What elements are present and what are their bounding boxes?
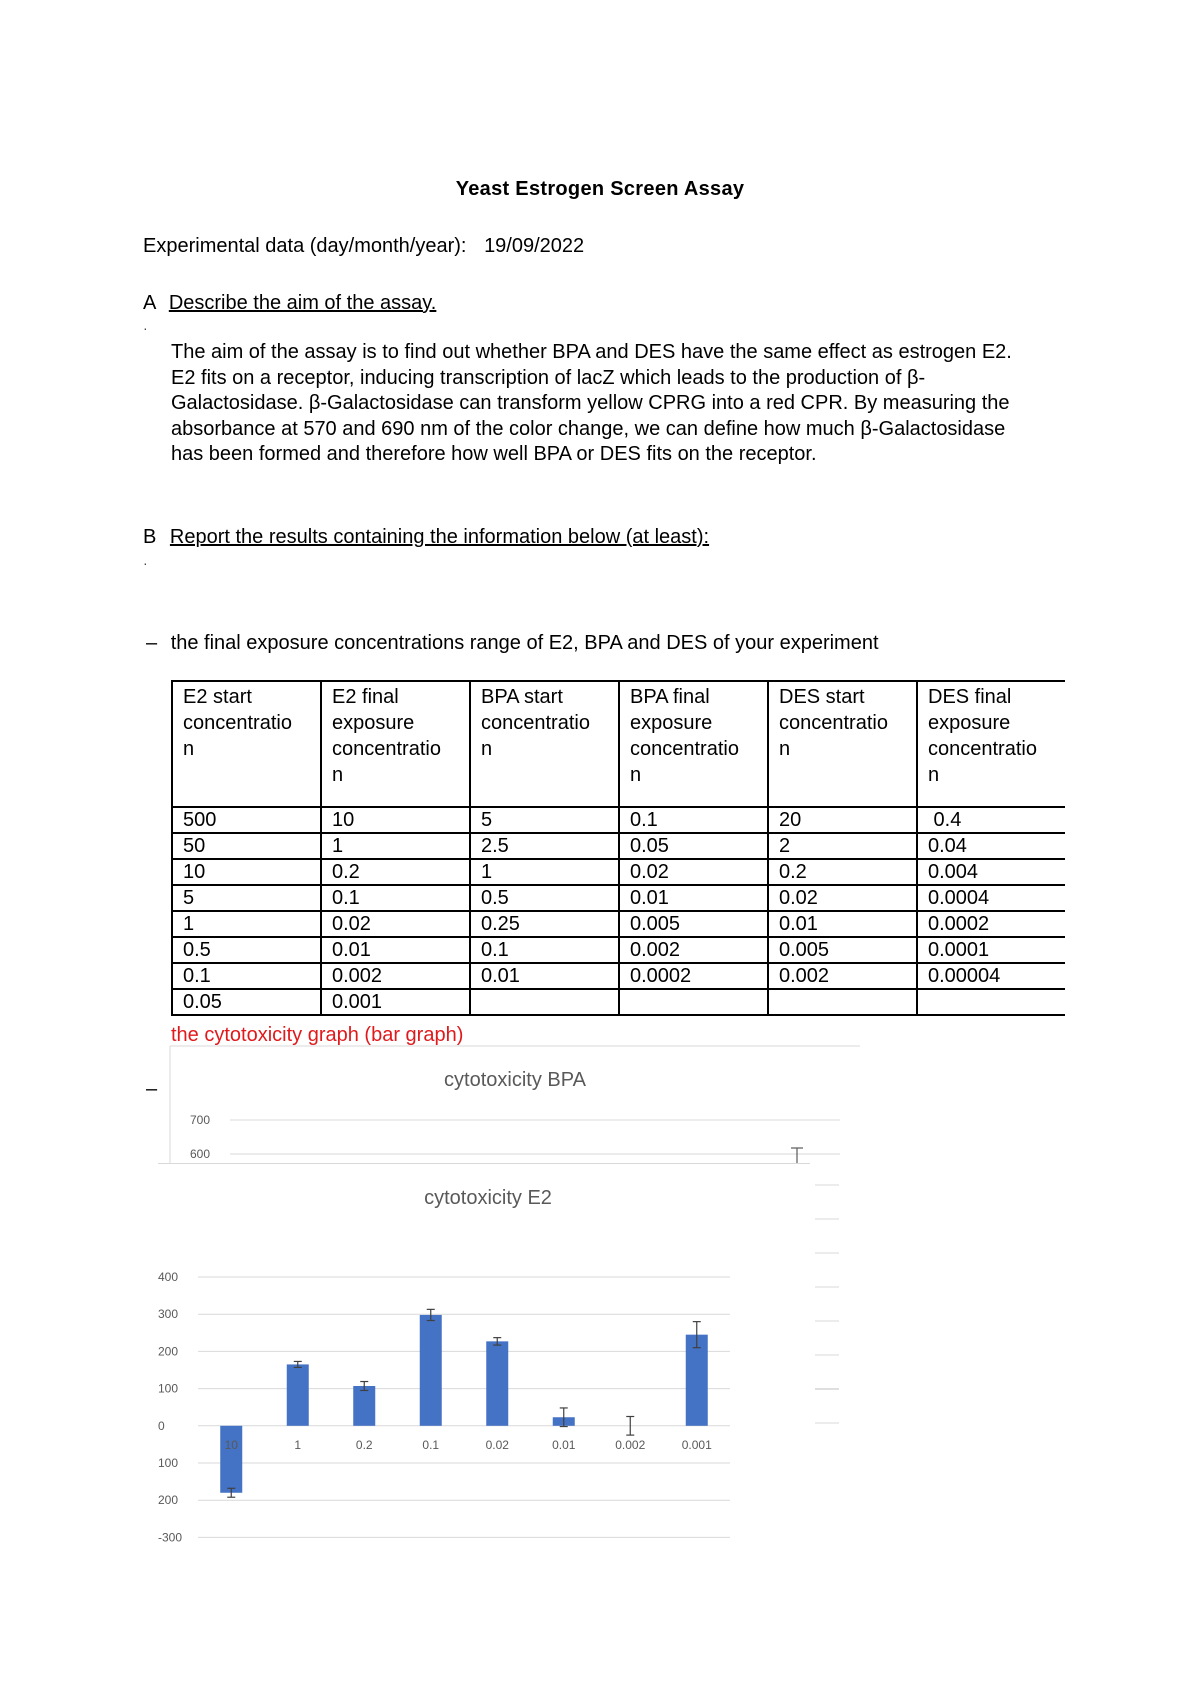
header-des-start xyxy=(768,681,917,807)
bullet-dash: – xyxy=(146,632,158,654)
header-text: BPA final xyxy=(630,686,710,708)
cell-e2-final: 10 xyxy=(321,807,470,833)
cell-e2-start: 0.1 xyxy=(172,963,321,989)
cell-des-start: 2 xyxy=(768,833,917,859)
cell-des-final: 0.00004 xyxy=(917,963,1065,989)
e2-y-tick-label: 400 xyxy=(158,1270,179,1284)
section-b-title: Report the results containing the information below (at least): xyxy=(169,526,710,548)
e2-y-tick-label: 200 xyxy=(158,1493,179,1508)
e2-y-tick-label: 100 xyxy=(158,1456,179,1470)
e2-bar xyxy=(486,1341,508,1425)
cell-bpa-start: 0.01 xyxy=(470,963,619,989)
cytotoxicity-caption: the cytotoxicity graph (bar graph) xyxy=(171,1024,464,1046)
cell-bpa-start: 5 xyxy=(470,807,619,833)
header-text: E2 final xyxy=(332,686,399,708)
bullet-line xyxy=(146,630,879,656)
e2-x-tick-label: 1 xyxy=(294,1437,302,1452)
concentration-table xyxy=(171,680,1065,1016)
table-row xyxy=(172,807,1065,833)
cell-bpa-start: 0.25 xyxy=(470,911,619,937)
cell-bpa-final: 0.05 xyxy=(619,833,768,859)
bullet-text: the final exposure concentrations range of E2, BPA and DES of your experiment xyxy=(170,632,879,654)
header-bpa-start xyxy=(470,681,619,807)
cell-des-start: 20 xyxy=(768,807,917,833)
header-text: concentratio xyxy=(183,712,292,734)
cell-bpa-final: 0.005 xyxy=(619,911,768,937)
e2-bar xyxy=(686,1335,708,1426)
bpa-chart xyxy=(170,1046,860,1166)
cell-des-start: 0.02 xyxy=(768,885,917,911)
header-text: n xyxy=(332,764,344,786)
document-title: Yeast Estrogen Screen Assay xyxy=(455,178,745,200)
header-text: exposure xyxy=(630,712,713,734)
table-row xyxy=(172,859,1065,885)
cell-e2-start: 1 xyxy=(172,911,321,937)
header-des-final xyxy=(917,681,1065,807)
e2-x-tick-label: 0.01 xyxy=(552,1437,576,1452)
cell-e2-start: 5 xyxy=(172,885,321,911)
cell-des-final: 0.04 xyxy=(917,833,1065,859)
header-text: BPA start xyxy=(481,686,563,708)
e2-x-tick-label: 0.001 xyxy=(681,1437,712,1452)
cell-bpa-start: 2.5 xyxy=(470,833,619,859)
cell-bpa-final: 0.002 xyxy=(619,937,768,963)
section-b-letter: B xyxy=(143,526,157,548)
cell-e2-start: 50 xyxy=(172,833,321,859)
header-text: n xyxy=(779,738,791,760)
cell-des-final: 0.0001 xyxy=(917,937,1065,963)
table-row xyxy=(172,963,1065,989)
e2-x-tick-label: 0.1 xyxy=(422,1437,440,1452)
cell-e2-final: 0.01 xyxy=(321,937,470,963)
date-label: Experimental data (day/month/year): xyxy=(143,235,467,257)
cell-des-start: 0.005 xyxy=(768,937,917,963)
cell-e2-final: 0.001 xyxy=(321,989,470,1015)
cell-des-start xyxy=(768,989,917,1015)
header-bpa-final xyxy=(619,681,768,807)
cell-des-final: 0.0002 xyxy=(917,911,1065,937)
header-text: E2 start xyxy=(183,686,252,708)
header-text: concentratio xyxy=(481,712,590,734)
header-text: n xyxy=(481,738,493,760)
e2-x-tick-label: 0.002 xyxy=(615,1437,646,1452)
header-text: concentratio xyxy=(779,712,888,734)
cell-bpa-final xyxy=(619,989,768,1015)
header-text: exposure xyxy=(928,712,1011,734)
cell-bpa-start: 0.5 xyxy=(470,885,619,911)
header-e2-start xyxy=(172,681,321,807)
cell-e2-final: 1 xyxy=(321,833,470,859)
cell-des-final: 0.004 xyxy=(917,859,1065,885)
header-text: exposure xyxy=(332,712,415,734)
e2-x-tick-label: 0.2 xyxy=(355,1437,373,1452)
cell-des-final: 0.0004 xyxy=(917,885,1065,911)
section-a-heading xyxy=(143,290,436,316)
dot-marker-a: · xyxy=(143,320,148,336)
cell-des-final: 0.4 xyxy=(917,807,1065,833)
cell-bpa-start: 1 xyxy=(470,859,619,885)
section-a-title: Describe the aim of the assay. xyxy=(168,292,437,314)
e2-x-tick-label: 0.02 xyxy=(485,1437,509,1452)
date-line xyxy=(143,233,584,259)
cell-e2-final: 0.2 xyxy=(321,859,470,885)
header-text: concentratio xyxy=(928,738,1037,760)
e2-bar xyxy=(353,1386,375,1426)
section-b-heading xyxy=(143,524,709,550)
e2-bar xyxy=(420,1315,442,1426)
stray-dash: – xyxy=(146,1078,158,1100)
table-row xyxy=(172,989,1065,1015)
cell-bpa-start: 0.1 xyxy=(470,937,619,963)
e2-y-tick-label: 200 xyxy=(158,1344,179,1359)
e2-x-tick-label: 10 xyxy=(224,1437,238,1452)
cell-e2-start: 10 xyxy=(172,859,321,885)
e2-y-tick-label: 300 xyxy=(158,1307,179,1322)
e2-chart-title: cytotoxicity E2 xyxy=(424,1187,552,1209)
bpa-chart-title: cytotoxicity BPA xyxy=(444,1069,586,1091)
cell-e2-start: 0.05 xyxy=(172,989,321,1015)
date-value: 19/09/2022 xyxy=(484,235,585,257)
cell-e2-final: 0.02 xyxy=(321,911,470,937)
aim-paragraph: The aim of the assay is to find out whether BPA and DES have the same effect as estrogen E2. E2 fits on a receptor, inducing transcription of lacZ which leads to the production of β-Galactosidase. β-Galactosidase can transform yellow CPRG into a red CPR. By measuring the absorbance at 570 and 690 nm of the color change, we can define how much β-Galactosidase has been formed and therefore how well BPA or DES fits on the receptor. xyxy=(171,341,1012,465)
e2-chart xyxy=(158,1163,810,1545)
header-text: n xyxy=(928,764,940,786)
bpa-tick-600: 600 xyxy=(190,1147,211,1161)
section-a-letter: A xyxy=(143,292,156,314)
header-text: DES start xyxy=(779,686,865,708)
e2-bar xyxy=(287,1364,309,1425)
e2-y-tick-label: 100 xyxy=(158,1381,179,1396)
cell-des-start: 0.002 xyxy=(768,963,917,989)
table-header-row xyxy=(172,681,1065,807)
e2-y-tick-label: 0 xyxy=(158,1418,165,1433)
cell-e2-final: 0.002 xyxy=(321,963,470,989)
cell-bpa-final: 0.01 xyxy=(619,885,768,911)
cell-e2-start: 0.5 xyxy=(172,937,321,963)
table-row xyxy=(172,833,1065,859)
bpa-tick-700: 700 xyxy=(190,1113,211,1127)
cell-bpa-final: 0.1 xyxy=(619,807,768,833)
cell-e2-start: 500 xyxy=(172,807,321,833)
table-row xyxy=(172,911,1065,937)
header-e2-final xyxy=(321,681,470,807)
e2-y-tick-label: -300 xyxy=(158,1530,183,1545)
table-row xyxy=(172,885,1065,911)
header-text: DES final xyxy=(928,686,1012,708)
cell-des-start: 0.2 xyxy=(768,859,917,885)
header-text: concentratio xyxy=(332,738,441,760)
cell-des-final xyxy=(917,989,1065,1015)
table-row xyxy=(172,937,1065,963)
cell-e2-final: 0.1 xyxy=(321,885,470,911)
header-text: concentratio xyxy=(630,738,739,760)
bpa-chart-fragments xyxy=(815,1185,845,1425)
header-text: n xyxy=(630,764,642,786)
e2-bar xyxy=(220,1426,242,1493)
header-text: n xyxy=(183,738,195,760)
cell-bpa-final: 0.02 xyxy=(619,859,768,885)
dot-marker-b: · xyxy=(143,555,148,571)
cell-bpa-start xyxy=(470,989,619,1015)
table-body xyxy=(172,807,1065,1015)
cell-des-start: 0.01 xyxy=(768,911,917,937)
cell-bpa-final: 0.0002 xyxy=(619,963,768,989)
